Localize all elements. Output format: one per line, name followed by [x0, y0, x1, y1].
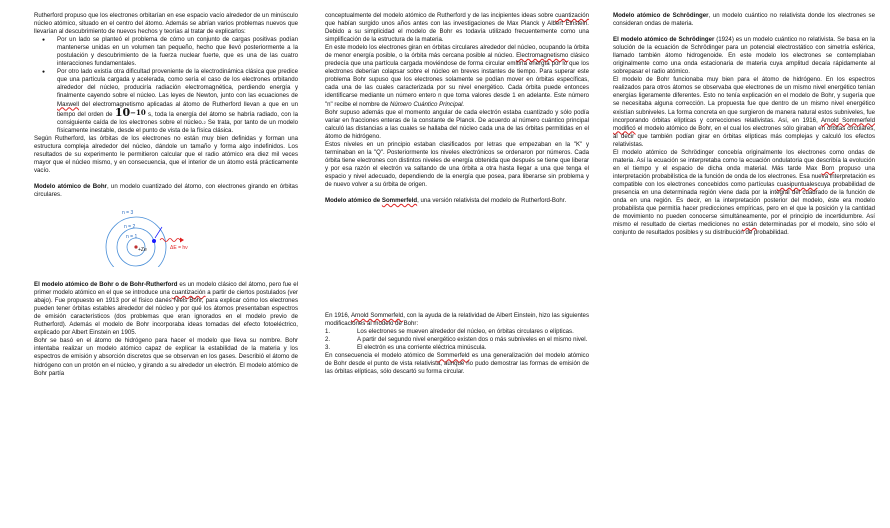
power-base: 10	[114, 105, 131, 119]
bohr-rutherford-para: El modelo atómico de Bohr o de Bohr-Rutherford es un modelo clásico del átomo, pero fue el primer modelo atómico en el que se introduce una cuantización a partir de ciertos postulados (ver abajo). Fue propuesto en 1913 por el físico danés Niels Bohr, para explicar cómo los electrones pueden tener órbitas estables alrededor del núcleo y por qué los átomos presentaban espectros de emisión característicos (dos problemas que eran ignorados en el modelo previo de Rutherford). Además el modelo de Bohr incorporaba ideas tomadas del efecto fotoeléctrico, explicado por Albert Einstein en 1905.	[34, 281, 298, 337]
column-3	[613, 12, 875, 237]
sommerfeld-caption: Modelo atómico de Sommerfeld, una versión relativista del modelo de Rutherford-Bohr.	[325, 197, 567, 205]
misspelled-word[interactable]: cuasipuntuales	[776, 180, 818, 188]
bohr-orbits-svg	[90, 203, 240, 267]
label-n1: n = 1	[126, 234, 138, 241]
schrodinger-caption: Modelo atómico de Schrödinger, un modelo cuántico no relativista donde los electrones se consideran ondas de materia.	[613, 12, 875, 28]
sommerfeld-conclusion: En consecuencia el modelo atómico de Sommerfeld es una generalización del modelo atómico de Bohr desde el punto de vista relativista, aunque no pudo demostrar las formas de emisión de las órbitas elípticas, sólo descartó su forma circular.	[325, 352, 589, 376]
list-item: 1. Los electrones se mueven alrededor del núcleo, en órbitas circulares o elípticas.	[325, 328, 574, 336]
label-n2: n = 2	[124, 224, 136, 231]
problems-list	[34, 36, 298, 135]
misspelled-word[interactable]: Arnold Sommerfeld	[350, 312, 404, 320]
misspelled-word[interactable]: Arnold Sommerfeld modificó	[613, 116, 875, 132]
angular-momentum-para: Bohr supuso además que el momento angular de cada electrón estaba cuantizado y sólo podía variar en fracciones enteras de la constante de Planck. De acuerdo al número cuántico principal calculó las distancias a las cuales se hallaba del núcleo cada una de las órbitas permitidas en el átomo de hidrógeno.	[325, 108, 589, 140]
footnote-ref[interactable]: 2	[203, 119, 206, 125]
misspelled-word[interactable]: están	[741, 221, 757, 229]
figure-space	[325, 205, 589, 312]
list-item: ● Por otro lado existía otra dificultad proveniente de la electrodinámica clásica que predice que una partícula cargada y acelerada, como sería el caso de los electrones orbitando alrededor del núcleo, produciría radiación electromagnética, perdiendo energía y finalmente cayendo sobre el núcleo. Las leyes de Newton, junto con las ecuaciones de Maxwell del electromagnetismo aplicadas al átomo de Rutherford llevan a que en un tiempo del orden de 10−10 s, toda la energía del átomo se habría radiado, con la consiguiente caída de los electrones sobre el núcleo.$^2$ Se trata, por tanto de un modelo físicamente inestable, desde el punto de vista de la física clásica.	[42, 68, 298, 134]
transition-arrow	[155, 227, 162, 238]
label-energy: ΔE = hν	[170, 245, 188, 252]
energy-levels-para: Estos niveles en un principio estaban clasificados por letras que empezaban en la "K" y terminaban en la "Q". Posteriormente los niveles electrónicos se ordenaron por números. Cada órbita tiene electrones con distintos niveles de energía obtenida que después se tiene que liberar y por esa razón el electrón va saltando de una órbita a otra hasta llegar a una que tenga el espacio y nivel adecuado, dependiendo de la energía que posea, para liberarse sin problema y de nuevo volver a su órbita de origen.	[325, 140, 589, 188]
power-exponent: −10	[130, 107, 146, 117]
bohr-diagram	[90, 203, 240, 267]
misspelled-word[interactable]: cuantización	[555, 12, 589, 19]
orbit-n3	[106, 217, 166, 267]
bohr-continued: conceptualmente del modelo atómico de Rutherford y de las incipientes ideas sobre cuantización que habían surgido unos años antes con las investigaciones de Max Planck y Albert Einstein. Debido a su simplicidad el modelo de Bohr es todavía utilizado frecuentemente como una simplificación de la estructura de la materia.	[325, 12, 589, 44]
label-nucleus: +Ze	[138, 247, 147, 254]
bohr-orbits-para: En este modelo los electrones giran en órbitas circulares alrededor del núcleo, ocupando la órbita de menor energía posible, o la órbita más cercana posible al núcleo. Electromagnetismo clásico predecía que una partícula cargada moviéndose de forma circular emitiría energía por lo que los electrones deberían colapsar sobre el núcleo en breves instantes de tiempo. Para superar este problema Bohr supuso que los electrones solamente se podían mover en órbitas específicas, cada una de las cuales caracterizada por su nivel energético. Cada órbita puede entonces identificarse mediante un número entero n que toma valores desde 1 en adelante. Este número "n" recibe el nombre de Número Cuántico Principal.	[325, 44, 589, 108]
rutherford-para-2: Según Rutherford, las órbitas de los electrones no están muy bien definidas y forman una estructura compleja alrededor del núcleo, dándole un tamaño y forma algo indefinidos. Los resultados de su experimento le permitieron calcular que el radio atómico era diez mil veces mayor que el núcleo mismo, y en consecuencia, que el interior de un átomo está prácticamente vacío.	[34, 134, 298, 174]
list-item: 2. A partir del segundo nivel energético existen dos o más subniveles en el mismo nivel.	[325, 336, 588, 344]
list-item: ● Por un lado se planteó el problema de cómo un conjunto de cargas positivas podían mantenerse unidas en un volumen tan pequeño, hecho que llevó posteriormente a la postulación y descubrimiento de la fuerza nuclear fuerte, que es una de las cuatro interacciones fundamentales.	[42, 36, 298, 68]
schrodinger-para-1: El modelo atómico de Schrödinger (1924) es un modelo cuántico no relativista. Se basa en la solución de la ecuación de Schrödinger para un potencial electrostático con simetría esférica, llamado también átomo hidrogenoide. En este modelo los electrones se contemplaban originalmente como una onda estacionaria de materia cuya amplitud decaía rápidamente al sobrepasar el radio atómico.	[613, 36, 876, 76]
rutherford-intro: Rutherford propuso que los electrones orbitarían en ese espacio vacío alrededor de un minúsculo núcleo atómico, situado en el centro del átomo. Además se abrían varios problemas nuevos que llevarían al descubrimiento de nuevos hechos y teorías al tratar de explicarlos:	[34, 12, 298, 36]
column-1	[34, 12, 298, 378]
misspelled-word[interactable]: Maxwell	[57, 100, 80, 108]
misspelled-word[interactable]: Sommerfeld	[381, 197, 418, 205]
modifications-list	[325, 328, 589, 352]
list-item: 3. El electrón es una corriente eléctrica minúscula.	[325, 344, 487, 352]
schrodinger-para-3: El modelo atómico de Schrödinger concebía originalmente los electrones como ondas de materia. Así la ecuación se interpretaba como la ecuación ondulatoria que describía la evolución en el tiempo y el espacio de dicha onda material. Más tarde Max Born propuso una interpretación probabilística de la función de onda de los electrones. Esa nueva interpretación es compatible con los electrones concebidos como partículas cuasipuntualescuya probabilidad de presencia en una determinada región viene dada por la integral del cuadrado de la función de onda en una región. Es decir, en la interpretación posterior del modelo, éste era modelo probabilista que permitía hacer predicciones empíricas, pero en el que la posición y la cantidad de movimiento no pueden conocerse simultáneamente, por el principio de incertidumbre. Así mismo el resultado de ciertas mediciones no están determinadas por el modelo, sino sólo el conjunto de resultados posibles y su distribución de probabilidad.	[613, 148, 875, 237]
misspelled-word[interactable]: Sommerfeld	[436, 352, 470, 360]
photon-wave	[160, 239, 180, 242]
bohr-para-3: Bohr se basó en el átomo de hidrógeno para hacer el modelo que lleva su nombre. Bohr intentaba realizar un modelo atómico capaz de explicar la estabilidad de la materia y los espectros de emisión y absorción discretos que se observan en los gases. Describió el átomo de hidrógeno con un protón en el núcleo, y girando a su alrededor un electrón. El modelo atómico de Bohr partía	[34, 337, 298, 377]
schrodinger-para-2: El modelo de Bohr funcionaba muy bien para el átomo de hidrógeno. En los espectros realizados para otros átomos se observaba que electrones de un mismo nivel energético tenían energías ligeramente diferentes. Esto no tenía explicación en el modelo de Bohr, y sugería que se necesitaba alguna corrección. La propuesta fue que dentro de un mismo nivel energético existían subniveles. La forma concreta en que surgieron de manera natural estos subniveles, fue incorporando órbitas elípticas y correcciones relativistas. Así, en 1916, Arnold Sommerfeld modificó el modelo atómico de Bohr, en el cual los electrones sólo giraban en órbitas circulares, al decir que también podían girar en órbitas elípticas más complejas y calculó los efectos relativistas.	[613, 76, 875, 148]
misspelled-word[interactable]: Electromagnetismo	[516, 52, 569, 60]
electron	[152, 239, 156, 243]
column-2	[325, 12, 589, 376]
misspelled-word[interactable]: cuantización	[171, 289, 206, 297]
sommerfeld-intro: En 1916, Arnold Sommerfeld, con la ayuda de la relatividad de Albert Einstein, hizo las siguientes modificaciones al modelo de Bohr:	[325, 312, 589, 328]
misspelled-word[interactable]: Born	[821, 164, 835, 172]
label-n3: n = 3	[122, 210, 134, 217]
bohr-caption: Modelo atómico de Bohr, un modelo cuantizado del átomo, con electrones girando en órbitas circulares.	[34, 182, 298, 198]
photon-arrowhead	[180, 238, 184, 243]
